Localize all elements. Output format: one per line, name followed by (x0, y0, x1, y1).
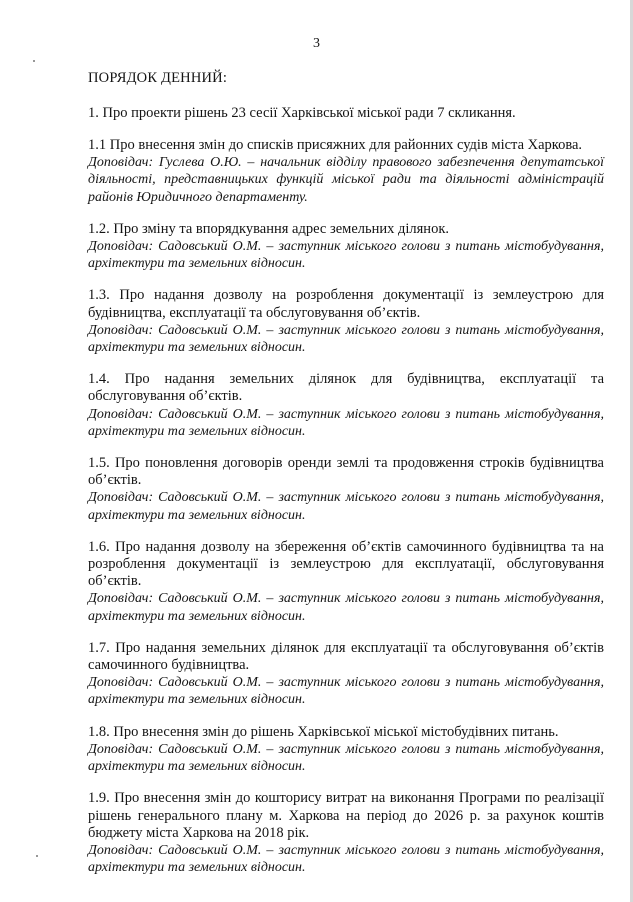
agenda-item-title: 1.8. Про внесення змін до рішень Харківської міської містобудівних питань. (88, 723, 559, 740)
agenda-item-speaker: Доповідач: Садовський О.М. – заступник міського голови з питань містобудування, архітектури та земельних відносин. (88, 842, 604, 876)
agenda-item-speaker: Доповідач: Садовський О.М. – заступник міського голови з питань містобудування, архітектури та земельних відносин. (88, 675, 604, 708)
agenda-item-speaker: Доповідач: Садовський О.М. – заступник міського голови з питань містобудування, архітектури та земельних відносин. (88, 591, 604, 624)
agenda-item-speaker: Доповідач: Садовський О.М. – заступник міського голови з питань містобудування, архітектури та земельних відносин. (88, 741, 604, 775)
agenda-item-title: 1.2. Про зміну та впорядкування адрес земельних ділянок. (88, 220, 449, 237)
agenda-item-speaker: Доповідач: Садовський О.М. – заступник міського голови з питань містобудування, архітектури та земельних відносин. (88, 406, 604, 439)
agenda-item-title: 1.1 Про внесення змін до списків присяжних для районних судів міста Харкова. (88, 137, 583, 153)
agenda-item-title: 1.6. Про надання дозволу на збереження об’єктів самочинного будівництва та на розроблення документації із землеустрою для експлуатації, обслуговування об’єктів. (88, 538, 604, 590)
agenda-item (88, 790, 604, 876)
agenda-content (88, 70, 604, 891)
agenda-item (88, 137, 604, 206)
page-number: 3 (313, 36, 320, 51)
agenda-intro: 1. Про проекти рішень 23 сесії Харківської міської ради 7 скликання. (88, 105, 516, 121)
agenda-item-title: 1.9. Про внесення змін до кошторису витрат на виконання Програми по реалізації рішень генерального плану м. Харкова на період до 2026 р. за рахунок коштів бюджету міста Харкова на 2018 рік. (88, 790, 604, 841)
agenda-item-title: 1.4. Про надання земельних ділянок для будівництва, експлуатації та обслуговування об’єктів. (88, 371, 604, 405)
agenda-item-title: 1.5. Про поновлення договорів оренди землі та продовження строків будівництва об’єктів. (88, 455, 604, 489)
agenda-item (88, 455, 604, 524)
agenda-item (88, 539, 604, 625)
agenda-item (88, 287, 604, 356)
scan-speck (36, 855, 38, 857)
agenda-item-speaker: Доповідач: Садовський О.М. – заступник міського голови з питань містобудування, архітектури та земельних відносин. (88, 239, 604, 272)
agenda-item (88, 724, 604, 776)
agenda-heading: ПОРЯДОК ДЕННИЙ: (88, 70, 228, 86)
agenda-item-title: 1.3. Про надання дозволу на розроблення документації із землеустрою для будівництва, експлуатації та обслуговування об’єктів. (88, 287, 604, 321)
agenda-item (88, 221, 604, 273)
agenda-item-speaker: Доповідач: Садовський О.М. – заступник міського голови з питань містобудування, архітектури та земельних відносин. (88, 322, 604, 356)
agenda-item-speaker: Доповідач: Садовський О.М. – заступник міського голови з питань містобудування, архітектури та земельних відносин. (88, 490, 604, 523)
agenda-item (88, 640, 604, 709)
agenda-item-title: 1.7. Про надання земельних ділянок для експлуатації та обслуговування об’єктів самочинного будівництва. (88, 639, 604, 674)
scan-speck (33, 60, 35, 62)
agenda-item-speaker: Доповідач: Гуслева О.Ю. – начальник відділу правового забезпечення депутатської діяльності, представницьких функцій міської ради та діяльності адміністрацій районів Юридичного департаменту. (88, 155, 604, 205)
agenda-item (88, 371, 604, 440)
